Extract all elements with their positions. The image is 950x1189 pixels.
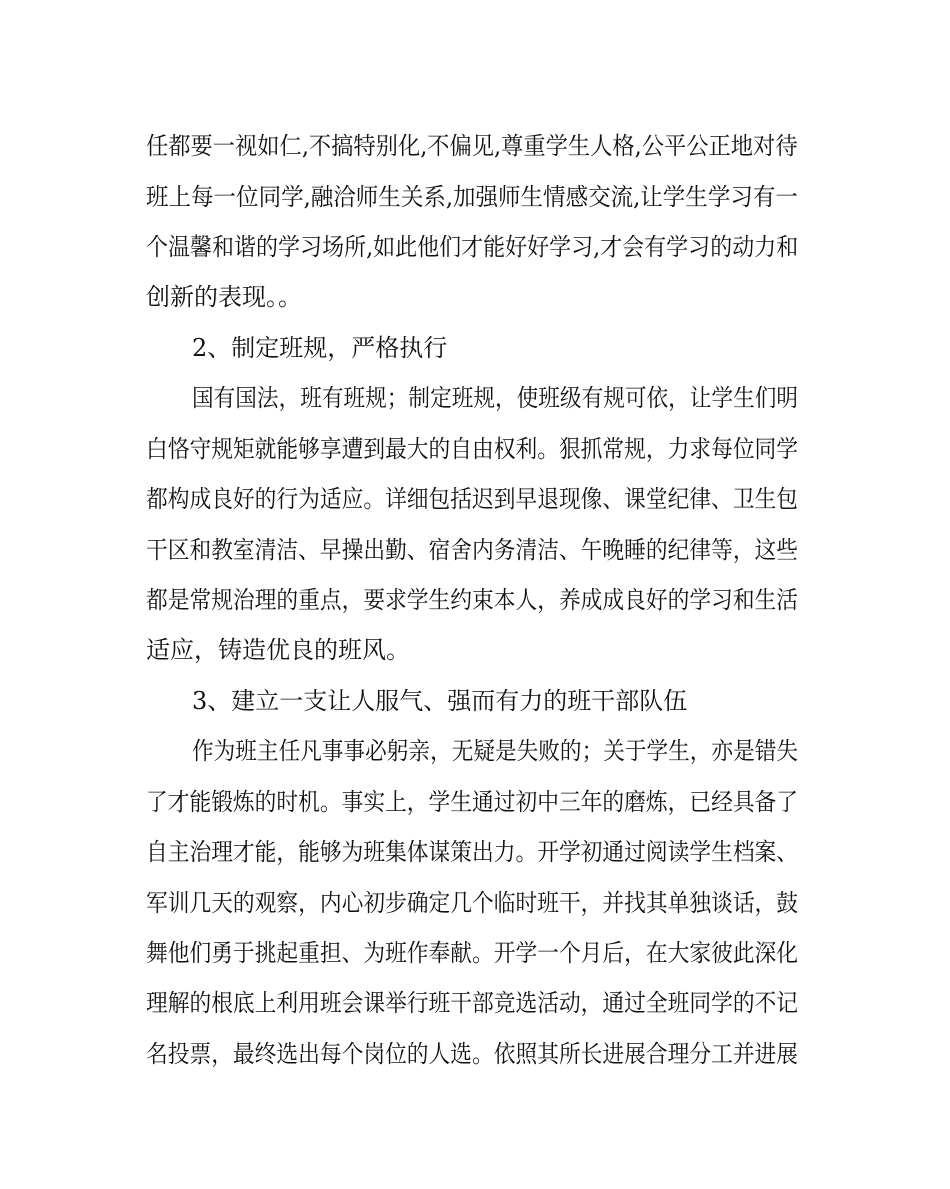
text-line: 任都要一视如仁,不搞特别化,不偏见,尊重学生人格,公平公正地对待 [146, 132, 798, 160]
text-line: 名投票，最终选出每个岗位的人选。依照其所长进展合理分工并进展 [146, 1040, 799, 1068]
text-line: 了才能锻炼的时机。事实上，学生通过初中三年的磨炼，已经具备了 [146, 788, 799, 816]
text-line: 军训几天的观察，内心初步确定几个临时班干，并找其单独谈话，鼓 [146, 889, 799, 917]
text-line: 舞他们勇于挑起重担、为班作奉献。开学一个月后，在大家彼此深化 [146, 939, 799, 967]
section-heading: 2、制定班规，严格执行 [192, 334, 448, 362]
section-heading: 3、建立一支让人服气、强而有力的班干部队伍 [192, 687, 688, 715]
text-line: 自主治理才能，能够为班集体谋策出力。开学初通过阅读学生档案、 [146, 838, 799, 866]
text-line: 干区和教室清洁、早操出勤、宿舍内务清洁、午晚睡的纪律等，这些 [146, 536, 799, 564]
text-line: 理解的根底上利用班会课举行班干部竞选活动，通过全班同学的不记 [146, 989, 799, 1017]
text-line: 国有国法，班有班规；制定班规，使班级有规可依，让学生们明 [192, 384, 799, 412]
text-line: 创新的表现。。 [146, 283, 302, 311]
text-line: 适应，铸造优良的班风。 [146, 636, 410, 664]
text-line: 白恪守规矩就能够享遭到最大的自由权利。狠抓常规，力求每位同学 [146, 435, 799, 463]
text-line: 都是常规治理的重点，要求学生约束本人，养成成良好的学习和生活 [146, 586, 799, 614]
text-line: 个温馨和谐的学习场所,如此他们才能好好学习,才会有学习的动力和 [146, 233, 799, 261]
text-line: 作为班主任凡事事必躬亲，无疑是失败的；关于学生，亦是错失 [192, 737, 799, 765]
text-line: 班上每一位同学,融洽师生关系,加强师生情感交流,让学生学习有一 [146, 183, 798, 211]
text-line: 都构成良好的行为适应。详细包括迟到早退现像、课堂纪律、卫生包 [146, 485, 799, 513]
